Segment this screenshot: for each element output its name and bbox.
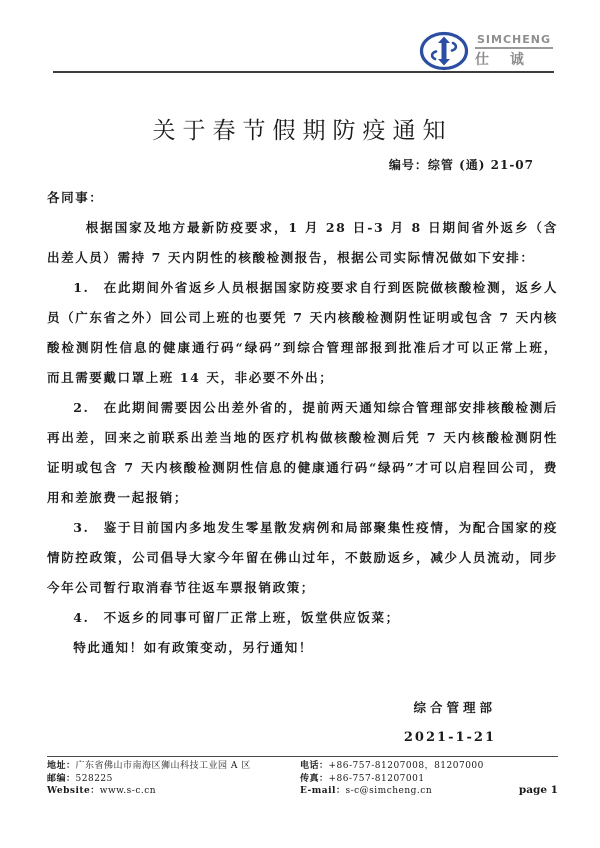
- footer-zip: [47, 773, 300, 786]
- signature-department: 综合管理部: [413, 700, 496, 715]
- sc-monogram-icon: [419, 31, 469, 71]
- paragraph-item-1: 1. 在此期间外省返乡人员根据国家防疫要求自行到医院做核酸检测，返乡人员（广东省之外）回公司上班的也要凭 7 天内核酸检测阴性证明或包含 7 天内核酸检测阴性信息的健康通行码“绿码”到综合管理部报到批准后才可以正常上班，而且需要戴口罩上班 14 天，非必要不外出；: [47, 280, 558, 385]
- website-value: www.s-c.cn: [99, 786, 157, 796]
- paragraph-item-2: 2. 在此期间需要因公出差外省的，提前两天通知综合管理部安排核酸检测后再出差，回来之前联系出差当地的医疗机构做核酸检测后凭 7 天内核酸检测阴性证明或包含 7 天内核酸检测阴性信息的健康通行码“绿码”才可以启程回公司，费用和差旅费一起报销；: [47, 400, 558, 505]
- zip-label: 邮编：: [47, 773, 76, 784]
- footer-left-column: [47, 760, 300, 798]
- signature-block: [47, 693, 558, 753]
- address-label: 地址：: [47, 761, 76, 771]
- notice-text: [47, 183, 558, 663]
- footer-address: [47, 760, 300, 773]
- signature-date: 2021-1-21: [403, 730, 496, 745]
- email-label: E-mail：: [300, 786, 346, 796]
- footer-email: [300, 785, 500, 798]
- company-logo: [419, 31, 553, 71]
- phone-value: +86-757-81207008，81207000: [328, 761, 484, 771]
- footer-website: [47, 785, 300, 798]
- footer-divider: [47, 756, 558, 757]
- letterhead-divider: [53, 71, 554, 73]
- paragraph-item-4: 4. 不返乡的同事可留厂正常上班，饭堂供应饭菜；: [73, 610, 400, 625]
- website-label: Website：: [47, 786, 100, 796]
- footer: [47, 760, 558, 798]
- fax-value: +86-757-81207001: [328, 773, 425, 784]
- brand-name-en: SIMCHENG: [475, 33, 553, 49]
- address-value: 广东省佛山市南海区狮山科技工业园 A 区: [75, 761, 251, 771]
- phone-label: 电话：: [300, 761, 329, 771]
- brand-wordmark: [475, 33, 553, 69]
- footer-phone: [300, 760, 500, 773]
- document-body: [47, 116, 558, 753]
- email-value: s-c@simcheng.cn: [345, 786, 433, 796]
- paragraph-intro: 根据国家及地方最新防疫要求，1 月 28 日-3 月 8 日期间省外返乡（含出差人员）需持 7 天内阴性的核酸检测报告，根据公司实际情况做如下安排：: [47, 220, 558, 265]
- brand-name-cn: 仕 诚: [475, 52, 532, 68]
- document-number: 编号：综管 (通) 21-07: [388, 158, 534, 172]
- salutation: 各同事：: [47, 190, 104, 205]
- footer-fax: [300, 773, 500, 786]
- fax-label: 传真：: [300, 773, 329, 784]
- document-title: 关于春节假期防疫通知: [152, 118, 453, 144]
- paragraph-item-3: 3. 鉴于目前国内多地发生零星散发病例和局部聚集性疫情，为配合国家的疫情防控政策，公司倡导大家今年留在佛山过年，不鼓励返乡，减少人员流动，同步今年公司暂行取消春节往返车票报销政策；: [47, 520, 558, 595]
- footer-right-column: [300, 760, 500, 798]
- paragraph-closing: 特此通知！如有政策变动，另行通知！: [73, 640, 313, 655]
- zip-value: 528225: [75, 773, 113, 784]
- page-number: page 1: [518, 784, 558, 796]
